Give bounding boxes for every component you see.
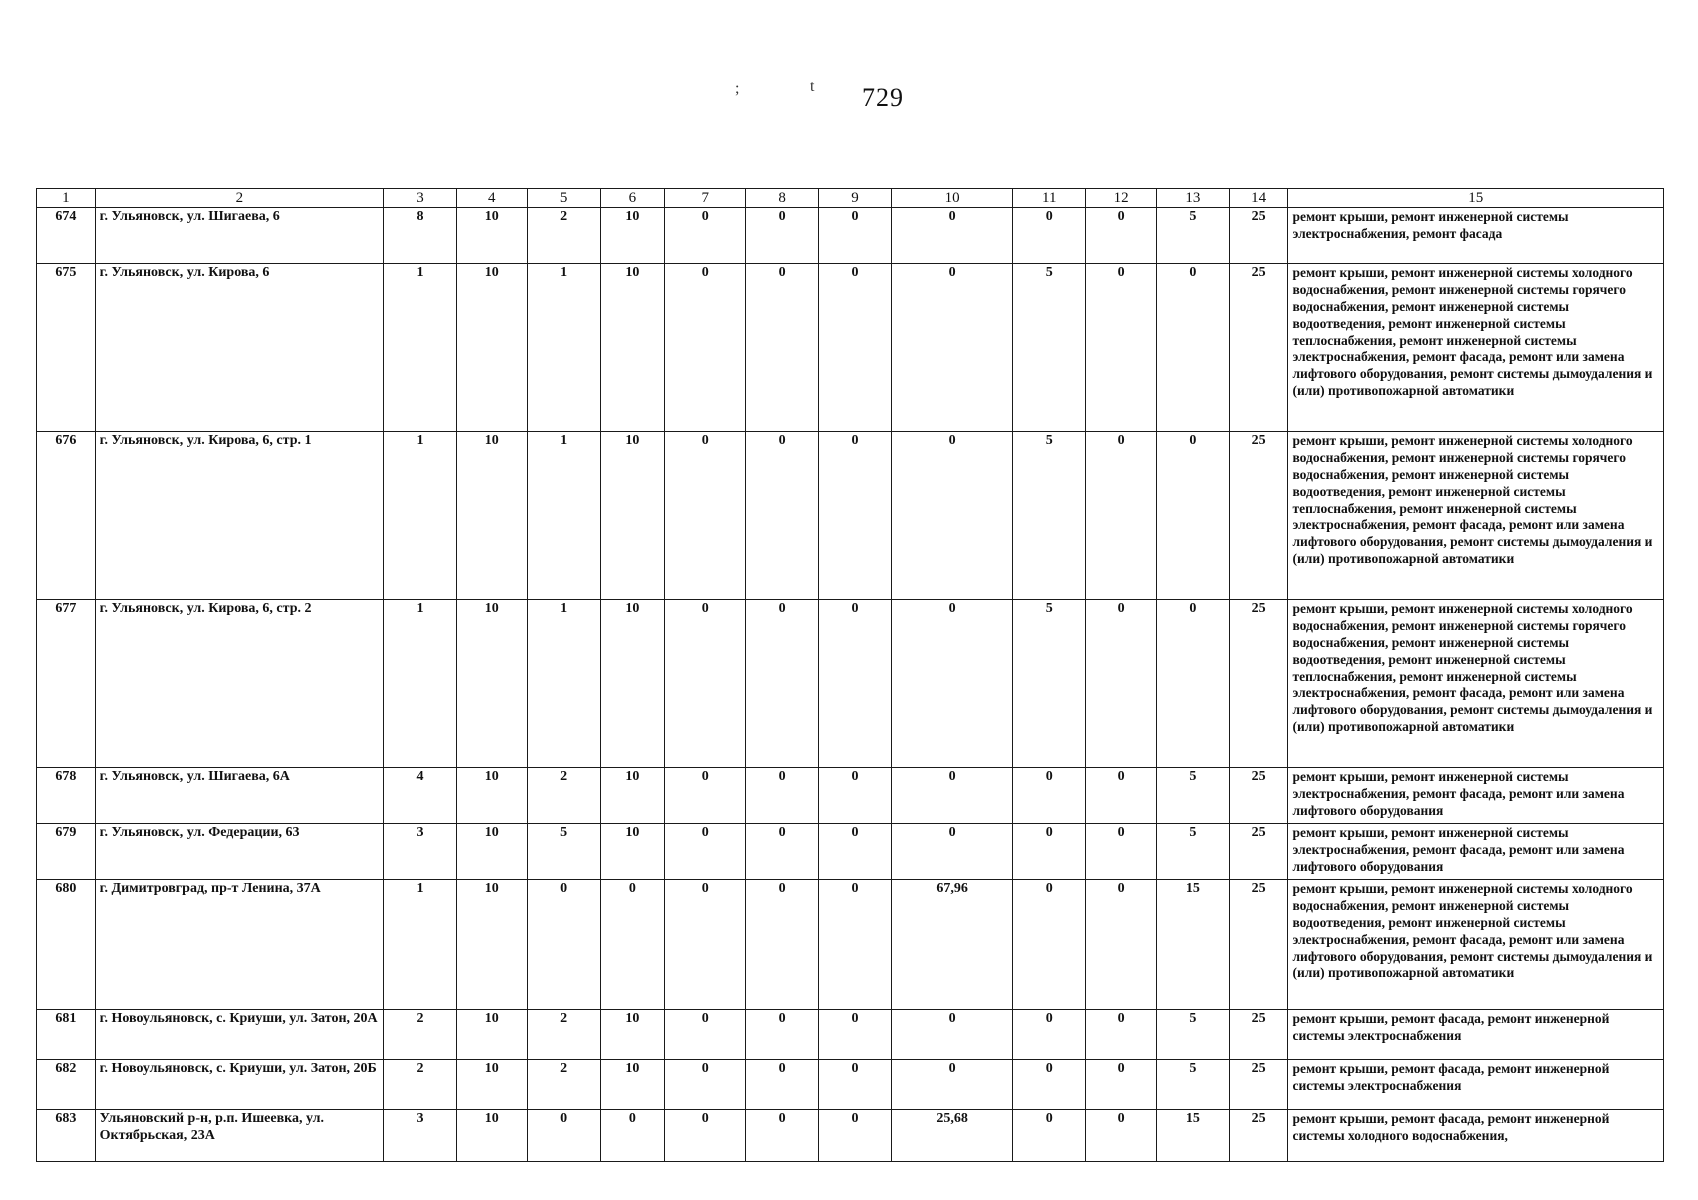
- value-cell: 0: [665, 432, 746, 600]
- value-cell: 25: [1229, 824, 1288, 880]
- value-cell: 10: [456, 824, 527, 880]
- row-number-cell: 676: [37, 432, 96, 600]
- value-cell: 0: [1086, 600, 1157, 768]
- value-cell: 25: [1229, 600, 1288, 768]
- column-header: 14: [1229, 189, 1288, 208]
- page-number: 729: [862, 83, 904, 112]
- value-cell: 0: [746, 824, 819, 880]
- column-header: 10: [891, 189, 1012, 208]
- value-cell: 0: [746, 264, 819, 432]
- column-header: 15: [1288, 189, 1664, 208]
- value-cell: 4: [384, 768, 457, 824]
- value-cell: 0: [891, 432, 1012, 600]
- address-cell: г. Ульяновск, ул. Шигаева, 6: [95, 208, 383, 264]
- value-cell: 2: [384, 1010, 457, 1060]
- address-cell: Ульяновский р-н, р.п. Ишеевка, ул. Октябрьская, 23А: [95, 1110, 383, 1162]
- value-cell: 0: [665, 264, 746, 432]
- value-cell: 0: [891, 768, 1012, 824]
- value-cell: 0: [1156, 600, 1229, 768]
- value-cell: 25: [1229, 1010, 1288, 1060]
- value-cell: 0: [1156, 432, 1229, 600]
- value-cell: 0: [665, 1010, 746, 1060]
- table-row: [37, 824, 1664, 880]
- value-cell: 25: [1229, 432, 1288, 600]
- value-cell: 0: [665, 1110, 746, 1162]
- table-row: [37, 208, 1664, 264]
- value-cell: 0: [1086, 824, 1157, 880]
- value-cell: 0: [819, 824, 892, 880]
- value-cell: 0: [819, 768, 892, 824]
- value-cell: 1: [384, 432, 457, 600]
- works-list-cell: ремонт крыши, ремонт инженерной системы холодного водоснабжения, ремонт инженерной системы горячего водоснабжения, ремонт инженерной системы водоотведения, ремонт инженерной системы теплоснабжения, ремонт инженерной системы электроснабжения, ремонт фасада, ремонт или замена лифтового оборудования, ремонт системы дымоудаления и (или) противопожарной автоматики: [1288, 600, 1664, 768]
- column-header: 3: [384, 189, 457, 208]
- value-cell: 0: [1086, 264, 1157, 432]
- value-cell: 10: [456, 1010, 527, 1060]
- value-cell: 0: [819, 1010, 892, 1060]
- works-list-cell: ремонт крыши, ремонт инженерной системы электроснабжения, ремонт фасада, ремонт или замена лифтового оборудования: [1288, 824, 1664, 880]
- works-list-cell: ремонт крыши, ремонт инженерной системы холодного водоснабжения, ремонт инженерной системы водоотведения, ремонт инженерной системы электроснабжения, ремонт фасада, ремонт или замена лифтового оборудования, ремонт системы дымоудаления и (или) противопожарной автоматики: [1288, 880, 1664, 1010]
- address-cell: г. Ульяновск, ул. Кирова, 6, стр. 1: [95, 432, 383, 600]
- value-cell: 0: [746, 600, 819, 768]
- table-row: [37, 600, 1664, 768]
- value-cell: 1: [527, 600, 600, 768]
- address-cell: г. Ульяновск, ул. Кирова, 6: [95, 264, 383, 432]
- value-cell: 0: [819, 600, 892, 768]
- repair-register-table: [36, 188, 1664, 1162]
- column-header: 5: [527, 189, 600, 208]
- value-cell: 67,96: [891, 880, 1012, 1010]
- value-cell: 25,68: [891, 1110, 1012, 1162]
- value-cell: 0: [1086, 1110, 1157, 1162]
- value-cell: 5: [1156, 208, 1229, 264]
- value-cell: 2: [384, 1060, 457, 1110]
- works-list-cell: ремонт крыши, ремонт фасада, ремонт инженерной системы холодного водоснабжения,: [1288, 1110, 1664, 1162]
- value-cell: 10: [600, 1010, 665, 1060]
- value-cell: 3: [384, 1110, 457, 1162]
- value-cell: 0: [1086, 880, 1157, 1010]
- column-header: 2: [95, 189, 383, 208]
- column-header: 8: [746, 189, 819, 208]
- value-cell: 0: [600, 880, 665, 1010]
- column-header: 11: [1013, 189, 1086, 208]
- value-cell: 10: [600, 768, 665, 824]
- value-cell: 10: [456, 880, 527, 1010]
- value-cell: 0: [1086, 208, 1157, 264]
- value-cell: 2: [527, 768, 600, 824]
- value-cell: 10: [600, 208, 665, 264]
- column-header: 13: [1156, 189, 1229, 208]
- value-cell: 0: [665, 768, 746, 824]
- value-cell: 0: [1013, 824, 1086, 880]
- value-cell: 25: [1229, 880, 1288, 1010]
- value-cell: 0: [1013, 1110, 1086, 1162]
- table-row: [37, 1110, 1664, 1162]
- works-list-cell: ремонт крыши, ремонт инженерной системы холодного водоснабжения, ремонт инженерной системы горячего водоснабжения, ремонт инженерной системы водоотведения, ремонт инженерной системы теплоснабжения, ремонт инженерной системы электроснабжения, ремонт фасада, ремонт или замена лифтового оборудования, ремонт системы дымоудаления и (или) противопожарной автоматики: [1288, 264, 1664, 432]
- value-cell: 10: [456, 600, 527, 768]
- value-cell: 0: [600, 1110, 665, 1162]
- value-cell: 10: [600, 600, 665, 768]
- value-cell: 5: [1013, 264, 1086, 432]
- row-number-cell: 680: [37, 880, 96, 1010]
- value-cell: 10: [600, 1060, 665, 1110]
- table-row: [37, 1010, 1664, 1060]
- value-cell: 2: [527, 208, 600, 264]
- value-cell: 10: [600, 824, 665, 880]
- works-list-cell: ремонт крыши, ремонт фасада, ремонт инженерной системы электроснабжения: [1288, 1060, 1664, 1110]
- value-cell: 5: [1156, 1010, 1229, 1060]
- row-number-cell: 675: [37, 264, 96, 432]
- value-cell: 10: [456, 1060, 527, 1110]
- value-cell: 0: [746, 1060, 819, 1110]
- table-row: [37, 432, 1664, 600]
- table-body: [37, 208, 1664, 1162]
- value-cell: 5: [1156, 824, 1229, 880]
- address-cell: г. Ульяновск, ул. Федерации, 63: [95, 824, 383, 880]
- value-cell: 15: [1156, 880, 1229, 1010]
- value-cell: 0: [819, 880, 892, 1010]
- value-cell: 0: [665, 208, 746, 264]
- value-cell: 0: [1013, 1060, 1086, 1110]
- value-cell: 0: [819, 208, 892, 264]
- value-cell: 0: [891, 600, 1012, 768]
- row-number-cell: 679: [37, 824, 96, 880]
- value-cell: 25: [1229, 264, 1288, 432]
- address-cell: г. Димитровград, пр-т Ленина, 37А: [95, 880, 383, 1010]
- value-cell: 0: [527, 880, 600, 1010]
- table-row: [37, 1060, 1664, 1110]
- value-cell: 1: [527, 432, 600, 600]
- column-header: 9: [819, 189, 892, 208]
- table-row: [37, 768, 1664, 824]
- value-cell: 1: [527, 264, 600, 432]
- row-number-cell: 678: [37, 768, 96, 824]
- row-number-cell: 681: [37, 1010, 96, 1060]
- scan-mark: t: [810, 78, 815, 95]
- works-list-cell: ремонт крыши, ремонт инженерной системы холодного водоснабжения, ремонт инженерной системы горячего водоснабжения, ремонт инженерной системы водоотведения, ремонт инженерной системы теплоснабжения, ремонт инженерной системы электроснабжения, ремонт фасада, ремонт или замена лифтового оборудования, ремонт системы дымоудаления и (или) противопожарной автоматики: [1288, 432, 1664, 600]
- value-cell: 0: [746, 208, 819, 264]
- value-cell: 0: [665, 1060, 746, 1110]
- value-cell: 15: [1156, 1110, 1229, 1162]
- value-cell: 0: [527, 1110, 600, 1162]
- value-cell: 25: [1229, 1060, 1288, 1110]
- value-cell: 0: [891, 208, 1012, 264]
- value-cell: 10: [456, 208, 527, 264]
- value-cell: 0: [1013, 208, 1086, 264]
- value-cell: 0: [665, 600, 746, 768]
- address-cell: г. Новоульяновск, с. Криуши, ул. Затон, 20Б: [95, 1060, 383, 1110]
- value-cell: 10: [456, 264, 527, 432]
- value-cell: 0: [746, 880, 819, 1010]
- row-number-cell: 677: [37, 600, 96, 768]
- works-list-cell: ремонт крыши, ремонт инженерной системы электроснабжения, ремонт фасада: [1288, 208, 1664, 264]
- value-cell: 3: [384, 824, 457, 880]
- value-cell: 5: [1013, 600, 1086, 768]
- value-cell: 0: [819, 264, 892, 432]
- value-cell: 2: [527, 1060, 600, 1110]
- column-header: 12: [1086, 189, 1157, 208]
- value-cell: 10: [600, 264, 665, 432]
- value-cell: 1: [384, 264, 457, 432]
- value-cell: 0: [746, 1110, 819, 1162]
- value-cell: 0: [1013, 1010, 1086, 1060]
- value-cell: 0: [746, 1010, 819, 1060]
- column-header: 7: [665, 189, 746, 208]
- address-cell: г. Ульяновск, ул. Шигаева, 6А: [95, 768, 383, 824]
- works-list-cell: ремонт крыши, ремонт инженерной системы электроснабжения, ремонт фасада, ремонт или замена лифтового оборудования: [1288, 768, 1664, 824]
- value-cell: 0: [1013, 768, 1086, 824]
- column-number-row: [37, 189, 1664, 208]
- value-cell: 0: [1086, 1060, 1157, 1110]
- value-cell: 8: [384, 208, 457, 264]
- value-cell: 1: [384, 880, 457, 1010]
- value-cell: 0: [665, 880, 746, 1010]
- value-cell: 10: [600, 432, 665, 600]
- value-cell: 0: [1086, 432, 1157, 600]
- value-cell: 0: [1086, 768, 1157, 824]
- value-cell: 0: [891, 824, 1012, 880]
- value-cell: 10: [456, 432, 527, 600]
- value-cell: 0: [746, 432, 819, 600]
- column-header: 6: [600, 189, 665, 208]
- table-row: [37, 264, 1664, 432]
- value-cell: 0: [1156, 264, 1229, 432]
- value-cell: 0: [1013, 880, 1086, 1010]
- value-cell: 25: [1229, 1110, 1288, 1162]
- value-cell: 1: [384, 600, 457, 768]
- row-number-cell: 674: [37, 208, 96, 264]
- value-cell: 0: [891, 1060, 1012, 1110]
- address-cell: г. Ульяновск, ул. Кирова, 6, стр. 2: [95, 600, 383, 768]
- table-row: [37, 880, 1664, 1010]
- row-number-cell: 683: [37, 1110, 96, 1162]
- value-cell: 0: [819, 1060, 892, 1110]
- value-cell: 10: [456, 1110, 527, 1162]
- works-list-cell: ремонт крыши, ремонт фасада, ремонт инженерной системы электроснабжения: [1288, 1010, 1664, 1060]
- value-cell: 10: [456, 768, 527, 824]
- value-cell: 5: [527, 824, 600, 880]
- value-cell: 5: [1156, 1060, 1229, 1110]
- value-cell: 5: [1156, 768, 1229, 824]
- value-cell: 0: [891, 1010, 1012, 1060]
- value-cell: 0: [746, 768, 819, 824]
- column-header: 4: [456, 189, 527, 208]
- row-number-cell: 682: [37, 1060, 96, 1110]
- column-header: 1: [37, 189, 96, 208]
- value-cell: 0: [819, 432, 892, 600]
- value-cell: 5: [1013, 432, 1086, 600]
- value-cell: 0: [819, 1110, 892, 1162]
- value-cell: 0: [1086, 1010, 1157, 1060]
- scan-mark: ;: [735, 80, 740, 97]
- value-cell: 0: [891, 264, 1012, 432]
- value-cell: 25: [1229, 768, 1288, 824]
- value-cell: 25: [1229, 208, 1288, 264]
- value-cell: 2: [527, 1010, 600, 1060]
- value-cell: 0: [665, 824, 746, 880]
- address-cell: г. Новоульяновск, с. Криуши, ул. Затон, 20А: [95, 1010, 383, 1060]
